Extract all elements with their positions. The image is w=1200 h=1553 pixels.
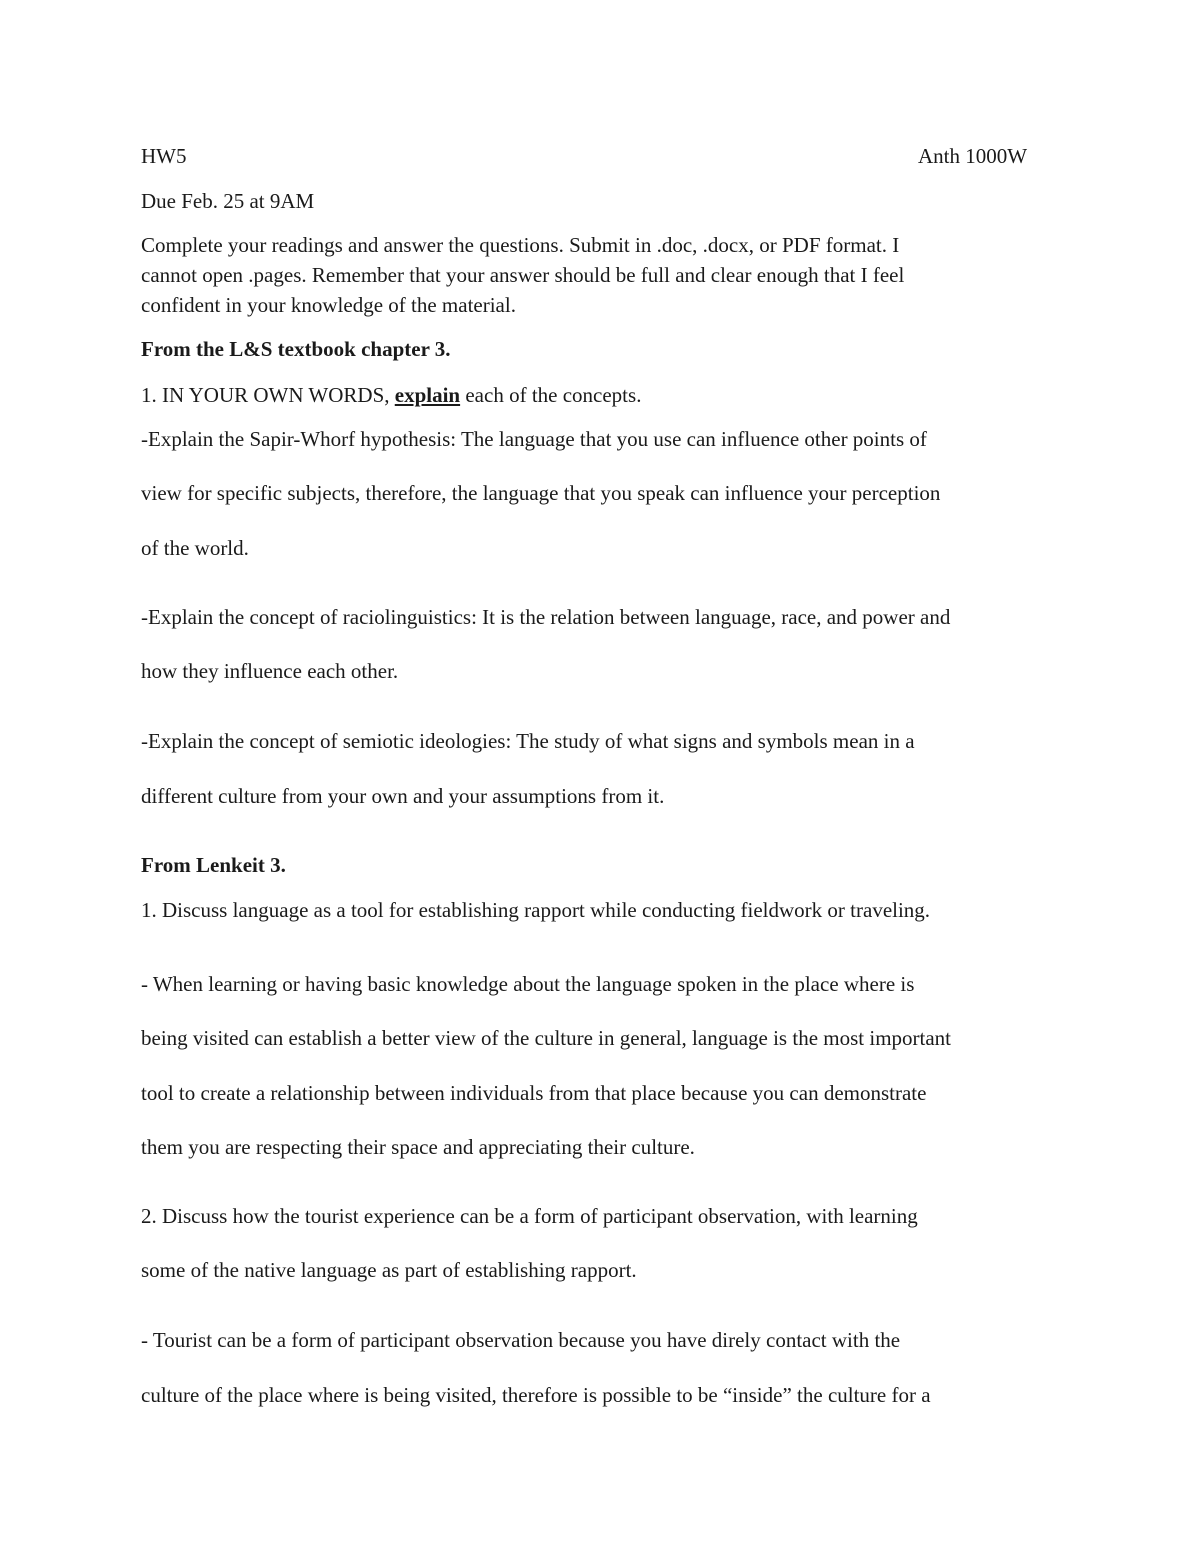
instructions-line-2: cannot open .pages. Remember that your answer should be full and clear enough that I feel bbox=[141, 263, 905, 287]
section-heading-lenkeit: From Lenkeit 3. bbox=[141, 853, 286, 877]
answer-raciolinguistics-1: -Explain the concept of raciolinguistics: It is the relation between language, race, and power and bbox=[141, 605, 951, 629]
instructions-line-1: Complete your readings and answer the questions. Submit in .doc, .docx, or PDF format. I bbox=[141, 233, 900, 257]
lenkeit-answer-1-line-3: tool to create a relationship between individuals from that place because you can demonstrate bbox=[141, 1081, 927, 1105]
lenkeit-answer-1-line-2: being visited can establish a better view of the culture in general, language is the most important bbox=[141, 1026, 952, 1050]
lenkeit-answer-1-line-4: them you are respecting their space and appreciating their culture. bbox=[141, 1135, 695, 1159]
section-heading-ls: From the L&S textbook chapter 3. bbox=[141, 337, 451, 361]
header-title: HW5 bbox=[141, 144, 187, 168]
lenkeit-question-2-line-1: 2. Discuss how the tourist experience can be a form of participant observation, with learning bbox=[141, 1204, 918, 1228]
question-1 bbox=[141, 380, 641, 410]
lenkeit-question-1: 1. Discuss language as a tool for establishing rapport while conducting fieldwork or traveling. bbox=[141, 898, 931, 922]
due-date: Due Feb. 25 at 9AM bbox=[141, 189, 315, 213]
question-1-emphasis: explain bbox=[394, 383, 461, 407]
answer-sapir-whorf-1: -Explain the Sapir-Whorf hypothesis: The language that you use can influence other points of bbox=[141, 427, 927, 451]
answer-semiotic-2: different culture from your own and your assumptions from it. bbox=[141, 784, 665, 808]
course-code: Anth 1000W bbox=[918, 144, 1028, 168]
answer-sapir-whorf-2: view for specific subjects, therefore, the language that you speak can influence your perception bbox=[141, 481, 941, 505]
answer-semiotic-1: -Explain the concept of semiotic ideologies: The study of what signs and symbols mean in a bbox=[141, 729, 915, 753]
lenkeit-answer-2-line-2: culture of the place where is being visited, therefore is possible to be “inside” the culture for a bbox=[141, 1383, 931, 1407]
lenkeit-answer-1-line-1: - When learning or having basic knowledge about the language spoken in the place where is bbox=[141, 972, 915, 996]
question-1-prefix: 1. IN YOUR OWN WORDS, bbox=[141, 383, 395, 407]
question-1-suffix: each of the concepts. bbox=[460, 383, 642, 407]
lenkeit-question-2-line-2: some of the native language as part of establishing rapport. bbox=[141, 1258, 637, 1282]
lenkeit-answer-2-line-1: - Tourist can be a form of participant observation because you have direly contact with the bbox=[141, 1328, 901, 1352]
answer-raciolinguistics-2: how they influence each other. bbox=[141, 659, 399, 683]
answer-sapir-whorf-3: of the world. bbox=[141, 536, 249, 560]
instructions-line-3: confident in your knowledge of the material. bbox=[141, 293, 516, 317]
